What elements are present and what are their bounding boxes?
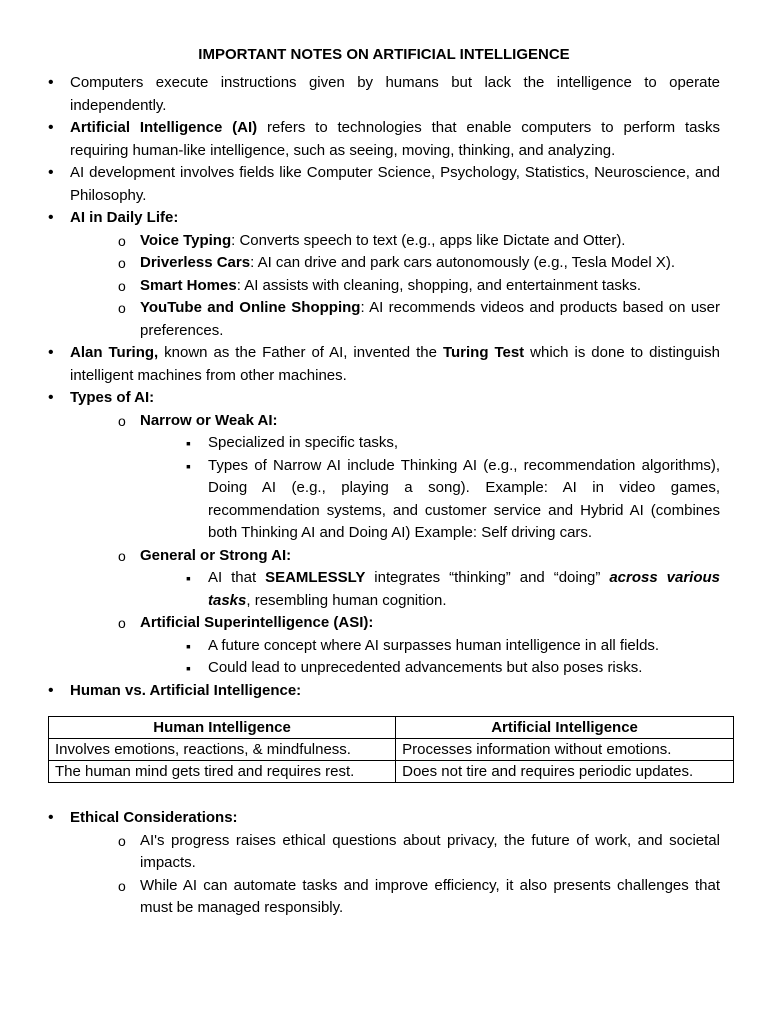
list-item-computers: • Computers execute instructions given by humans but lack the intelligence to operate independently. xyxy=(48,72,720,117)
table-row xyxy=(49,761,734,783)
general-point-1: ▪ AI that SEAMLESSLY integrates “thinking” and “doing” across various tasks, resembling human cognition. xyxy=(186,567,720,612)
ethics-heading: Ethical Considerations: xyxy=(70,809,238,826)
daily-item-voice-typing: o Voice Typing: Converts speech to text (e.g., apps like Dictate and Otter). xyxy=(118,230,720,253)
list-item-daily-life xyxy=(48,207,720,342)
types-list xyxy=(118,410,720,680)
types-heading: Types of AI: xyxy=(70,389,155,406)
asi-point-2: ▪ Could lead to unprecedented advancements but also poses risks. xyxy=(186,657,720,680)
list-item-ethics xyxy=(48,807,720,920)
general-ai-list xyxy=(186,567,720,612)
asi-list xyxy=(186,635,720,680)
table-header-human: Human Intelligence xyxy=(49,717,396,739)
table-cell: The human mind gets tired and requires rest. xyxy=(49,761,396,783)
table-cell: Does not tire and requires periodic updates. xyxy=(396,761,734,783)
type-narrow-ai: o Narrow or Weak AI: ▪ Specialized in specific tasks, ▪ Types of Narrow AI include Thinking AI (e.g., recommendation algorithms), Doing AI (e.g., playing a song). Example: AI in video games, recommendation systems, and customer service and Hybrid AI (combines both Thinking AI and Doing AI) Example: Self driving cars. xyxy=(118,410,720,545)
daily-item-smart-homes: o Smart Homes: AI assists with cleaning, shopping, and entertainment tasks. xyxy=(118,275,720,298)
list-item-ai-fields: • AI development involves fields like Computer Science, Psychology, Statistics, Neuroscience, and Philosophy. xyxy=(48,162,720,207)
page-title: IMPORTANT NOTES ON ARTIFICIAL INTELLIGENCE xyxy=(198,46,570,63)
list-item-types-of-ai xyxy=(48,387,720,680)
daily-item-driverless-cars: o Driverless Cars: AI can drive and park cars autonomously (e.g., Tesla Model X). xyxy=(118,252,720,275)
main-list xyxy=(48,72,720,702)
ethics-sublist xyxy=(118,830,720,920)
narrow-point-2: ▪ Types of Narrow AI include Thinking AI (e.g., recommendation algorithms), Doing AI (e.g., playing a song). Example: AI in video games, recommendation systems, and customer service and Hybrid AI (combines both Thinking AI and Doing AI) Example: Self driving cars. xyxy=(186,455,720,545)
narrow-ai-list xyxy=(186,432,720,545)
daily-life-list xyxy=(118,230,720,343)
ethics-point-1: o AI's progress raises ethical questions about privacy, the future of work, and societal impacts. xyxy=(118,830,720,875)
list-item-alan-turing: • Alan Turing, known as the Father of AI, invented the Turing Test which is done to distinguish intelligent machines from other machines. xyxy=(48,342,720,387)
narrow-point-1: ▪ Specialized in specific tasks, xyxy=(186,432,720,455)
ethics-list xyxy=(48,807,720,920)
comparison-table xyxy=(48,716,734,783)
daily-item-youtube: o YouTube and Online Shopping: AI recommends videos and products based on user preferences. xyxy=(118,297,720,342)
table-header-ai: Artificial Intelligence xyxy=(396,717,734,739)
type-asi: o Artificial Superintelligence (ASI): ▪ A future concept where AI surpasses human intelligence in all fields. ▪ Could lead to unprecedented advancements but also poses risks. xyxy=(118,612,720,680)
list-item-human-vs-ai: • Human vs. Artificial Intelligence: xyxy=(48,680,720,703)
table-header-row xyxy=(49,717,734,739)
table-cell: Processes information without emotions. xyxy=(396,739,734,761)
table-row xyxy=(49,739,734,761)
list-item-ai-definition: • Artificial Intelligence (AI) refers to technologies that enable computers to perform tasks requiring human-like intelligence, such as seeing, moving, thinking, and analyzing. xyxy=(48,117,720,162)
type-general-ai: o General or Strong AI: ▪ AI that SEAMLESSLY integrates “thinking” and “doing” across various tasks, resembling human cognition. xyxy=(118,545,720,613)
daily-life-heading: AI in Daily Life: xyxy=(70,209,179,226)
asi-point-1: ▪ A future concept where AI surpasses human intelligence in all fields. xyxy=(186,635,720,658)
table-cell: Involves emotions, reactions, & mindfulness. xyxy=(49,739,396,761)
ethics-point-2: o While AI can automate tasks and improve efficiency, it also presents challenges that must be managed responsibly. xyxy=(118,875,720,920)
